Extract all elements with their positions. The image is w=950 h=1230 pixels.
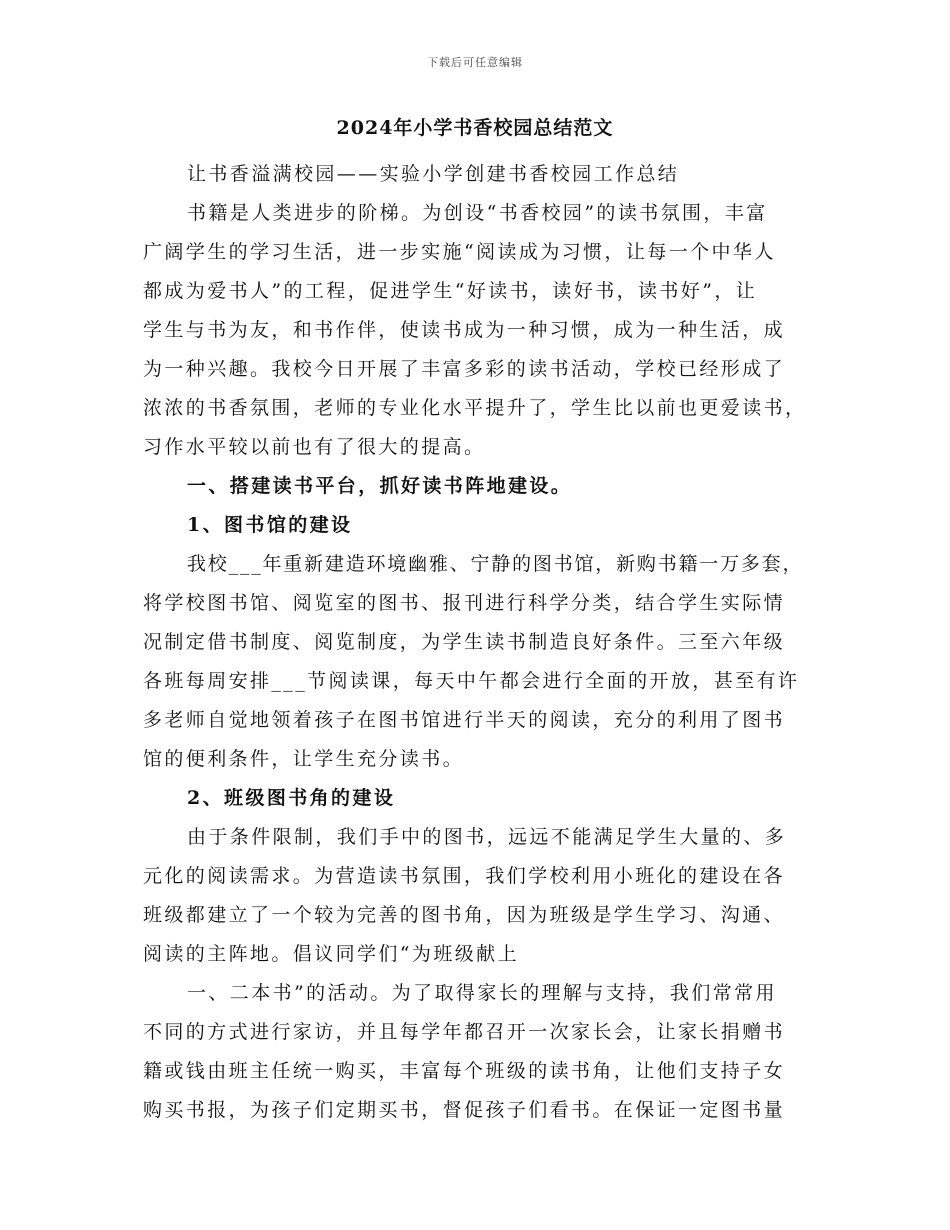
section-heading-line: 2、班级图书角的建设	[187, 787, 396, 809]
paragraph-line: 况制定借书制度、阅览制度，为学生读书制造良好条件。三至六年级	[143, 631, 786, 653]
paragraph-line: 籍或钱由班主任统一购买，丰富每个班级的读书角，让他们支持子女	[143, 1060, 786, 1082]
paragraph-line: 让书香溢满校园——实验小学创建书香校园工作总结	[187, 163, 680, 185]
paragraph-line: 为一种兴趣。我校今日开展了丰富多彩的读书活动，学校已经形成了	[143, 358, 786, 380]
document-title: 2024年小学书香校园总结范文	[336, 117, 614, 139]
paragraph-line: 学生与书为友，和书作伴，使读书成为一种习惯，成为一种生活，成	[143, 319, 786, 341]
paragraph-line: 多老师自觉地领着孩子在图书馆进行半天的阅读，充分的利用了图书	[143, 709, 786, 731]
paragraph-line: 都成为爱书人”的工程，促进学生“好读书，读好书，读书好”，让	[143, 280, 758, 302]
paragraph-line: 一、二本书”的活动。为了取得家长的理解与支持，我们常常用	[187, 982, 777, 1004]
paragraph-line: 阅读的主阵地。倡议同学们“为班级献上	[143, 943, 519, 965]
paragraph-line: 将学校图书馆、阅览室的图书、报刊进行科学分类，结合学生实际情	[143, 592, 786, 614]
paragraph-line: 习作水平较以前也有了很大的提高。	[143, 436, 486, 458]
document-body	[143, 160, 809, 1135]
paragraph-line: 购买书报，为孩子们定期买书，督促孩子们看书。在保证一定图书量	[143, 1099, 786, 1121]
paragraph-line: 广阔学生的学习生活，进一步实施“阅读成为习惯，让每一个中华人	[143, 241, 776, 263]
paragraph-line: 馆的便利条件，让学生充分读书。	[143, 748, 465, 770]
paragraph-line: 不同的方式进行家访，并且每学年都召开一次家长会，让家长捐赠书	[143, 1021, 786, 1043]
section-heading-line: 一、搭建读书平台，抓好读书阵地建设。	[187, 475, 573, 497]
paragraph-line: 我校___年重新建造环境幽雅、宁静的图书馆，新购书籍一万多套，	[187, 553, 804, 575]
paragraph-line: 班级都建立了一个较为完善的图书角，因为班级是学生学习、沟通、	[143, 904, 786, 926]
paragraph-line: 书籍是人类进步的阶梯。为创设“书香校园”的读书氛围，丰富	[187, 202, 768, 224]
section-heading-line: 1、图书馆的建设	[187, 514, 353, 536]
paragraph-line: 各班每周安排___节阅读课，每天中午都会进行全面的开放，甚至有许	[143, 670, 800, 692]
header-note: 下载后可任意编辑	[427, 56, 523, 69]
paragraph-line: 由于条件限制，我们手中的图书，远远不能满足学生大量的、多	[187, 826, 787, 848]
paragraph-line: 浓浓的书香氛围，老师的专业化水平提升了，学生比以前也更爱读书，	[143, 397, 807, 419]
paragraph-line: 元化的阅读需求。为营造读书氛围，我们学校利用小班化的建设在各	[143, 865, 786, 887]
